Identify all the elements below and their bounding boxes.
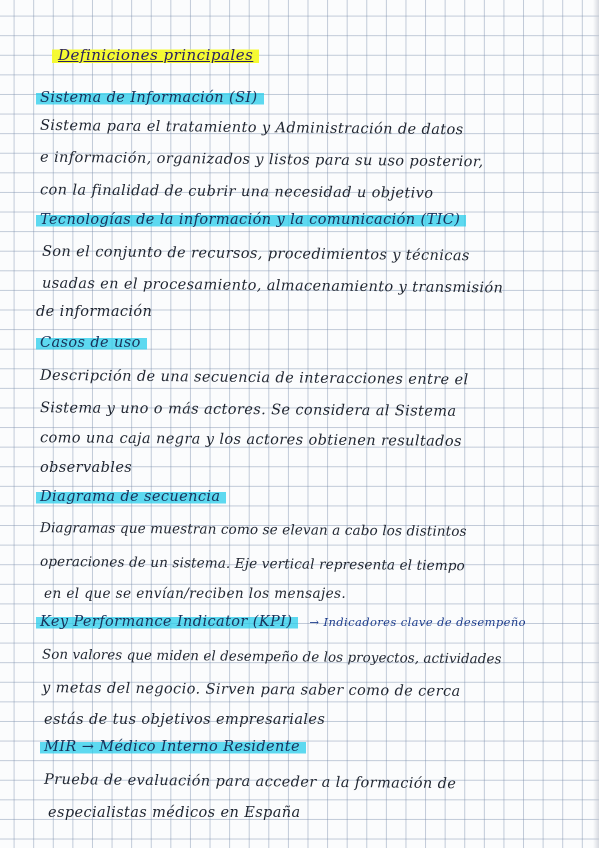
page-title: Definiciones principales — [52, 46, 259, 64]
section-si-line-3: con la finalidad de cubrir una necesidad u objetivo — [39, 182, 434, 202]
section-heading-casos — [36, 335, 147, 351]
section-diagrama-line-2: operaciones de un sistema. Eje vertical representa el tiempo — [39, 553, 465, 575]
section-heading-kpi — [36, 614, 526, 630]
section-diagrama-line-1: Diagramas que muestran como se elevan a cabo los distintos — [39, 520, 467, 540]
section-kpi-line-2: y metas del negocio. Sirven para saber como de cerca — [41, 680, 461, 700]
section-heading-si — [36, 90, 264, 106]
heading-text: Casos de uso — [36, 335, 147, 351]
section-casos-line-2: Sistema y uno o más actores. Se considera al Sistema — [39, 400, 457, 420]
heading-text: Key Performance Indicator (KPI) — [36, 614, 298, 630]
section-tic-line-3: de información — [36, 304, 153, 320]
section-heading-mir — [40, 739, 306, 755]
heading-text: Diagrama de secuencia — [36, 489, 226, 505]
heading-note: → Indicadores clave de desempeño — [309, 615, 526, 629]
section-tic-line-2: usadas en el procesamiento, almacenamiento y transmisión — [41, 275, 504, 297]
section-heading-diagrama — [36, 489, 226, 505]
section-kpi-line-1: Son valores que miden el desempeño de los proyectos, actividades — [41, 647, 502, 668]
page-edge-shadow — [593, 0, 599, 848]
heading-text: Tecnologías de la información y la comunicación (TIC) — [36, 212, 466, 228]
section-heading-tic — [36, 212, 466, 228]
section-casos-line-1: Descripción de una secuencia de interacciones entre el — [39, 367, 469, 389]
heading-text: MIR → Médico Interno Residente — [40, 739, 306, 755]
section-kpi-line-3: estás de tus objetivos empresariales — [44, 712, 326, 728]
section-mir-line-1: Prueba de evaluación para acceder a la formación de — [43, 771, 457, 793]
heading-text: Sistema de Información (SI) — [36, 90, 264, 106]
section-casos-line-4: observables — [40, 460, 133, 476]
section-mir-line-2: especialistas médicos en España — [48, 805, 301, 821]
section-casos-line-3: como una caja negra y los actores obtienen resultados — [39, 430, 462, 450]
section-si-line-2: e información, organizados y listos para su uso posterior, — [39, 149, 484, 171]
section-si-line-1: Sistema para el tratamiento y Administración de datos — [39, 117, 464, 139]
section-diagrama-line-3: en el que se envían/reciben los mensajes. — [44, 586, 347, 602]
section-tic-line-1: Son el conjunto de recursos, procedimientos y técnicas — [41, 243, 470, 265]
